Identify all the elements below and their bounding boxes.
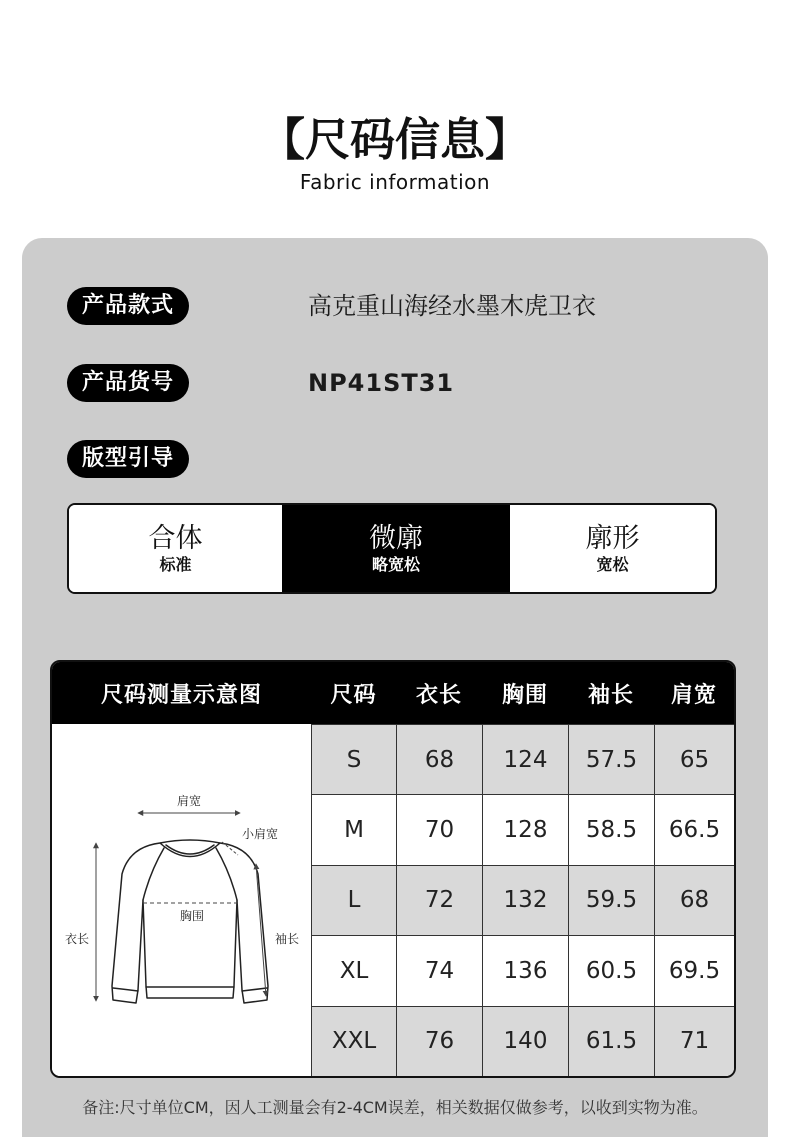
size-table <box>50 660 736 1078</box>
header-diagram: 尺码测量示意图 <box>52 662 311 724</box>
style-value: 高克重山海经水墨木虎卫衣 <box>308 292 596 320</box>
fit-option-desc: 标准 <box>159 554 192 574</box>
cell-size: M <box>311 794 396 864</box>
cell-length: 72 <box>396 865 482 935</box>
fit-option-name: 合体 <box>148 522 203 554</box>
label-sleeve: 袖长 <box>274 932 300 946</box>
code-label-pill: 产品货号 <box>67 364 189 402</box>
page-title: 【尺码信息】 <box>259 113 530 166</box>
footnote: 备注:尺寸单位CM，因人工测量会有2-4CM误差，相关数据仅做参考，以收到实物为准。 <box>82 1098 708 1117</box>
cell-shoulder: 66.5 <box>654 794 734 864</box>
header-chest: 胸围 <box>482 662 568 724</box>
fit-selector <box>67 503 717 594</box>
label-shoulder-width: 肩宽 <box>176 794 202 808</box>
cell-shoulder: 65 <box>654 724 734 794</box>
label-length: 衣长 <box>64 932 90 946</box>
fit-option-regular[interactable] <box>69 505 282 592</box>
cell-size: S <box>311 724 396 794</box>
cell-sleeve: 60.5 <box>568 935 654 1005</box>
cell-length: 76 <box>396 1006 482 1076</box>
code-value: NP41ST31 <box>308 369 455 397</box>
header-shoulder: 肩宽 <box>654 662 734 724</box>
cell-chest: 140 <box>482 1006 568 1076</box>
style-label-pill: 产品款式 <box>67 287 189 325</box>
cell-sleeve: 57.5 <box>568 724 654 794</box>
cell-size: L <box>311 865 396 935</box>
cell-length: 74 <box>396 935 482 1005</box>
cell-chest: 128 <box>482 794 568 864</box>
measurement-diagram <box>52 724 311 1076</box>
cell-shoulder: 68 <box>654 865 734 935</box>
page-subtitle: Fabric information <box>299 170 491 194</box>
fit-option-oversized[interactable] <box>510 505 715 592</box>
fit-guide-label-pill: 版型引导 <box>67 440 189 478</box>
cell-size: XL <box>311 935 396 1005</box>
cell-chest: 124 <box>482 724 568 794</box>
label-small-shoulder: 小肩宽 <box>241 827 279 841</box>
cell-shoulder: 71 <box>654 1006 734 1076</box>
fit-option-slightly-loose[interactable] <box>282 505 510 592</box>
header-length: 衣长 <box>396 662 482 724</box>
header-size: 尺码 <box>311 662 396 724</box>
cell-sleeve: 61.5 <box>568 1006 654 1076</box>
label-chest: 胸围 <box>179 909 205 923</box>
fit-option-desc: 宽松 <box>596 554 629 574</box>
cell-sleeve: 59.5 <box>568 865 654 935</box>
cell-shoulder: 69.5 <box>654 935 734 1005</box>
fit-option-name: 微廓 <box>369 522 423 554</box>
fit-option-name: 廓形 <box>585 522 640 554</box>
header-sleeve: 袖长 <box>568 662 654 724</box>
cell-length: 68 <box>396 724 482 794</box>
fit-option-desc: 略宽松 <box>371 554 420 574</box>
cell-chest: 132 <box>482 865 568 935</box>
sweatshirt-outline-icon <box>52 724 311 1076</box>
cell-length: 70 <box>396 794 482 864</box>
cell-chest: 136 <box>482 935 568 1005</box>
cell-sleeve: 58.5 <box>568 794 654 864</box>
cell-size: XXL <box>311 1006 396 1076</box>
